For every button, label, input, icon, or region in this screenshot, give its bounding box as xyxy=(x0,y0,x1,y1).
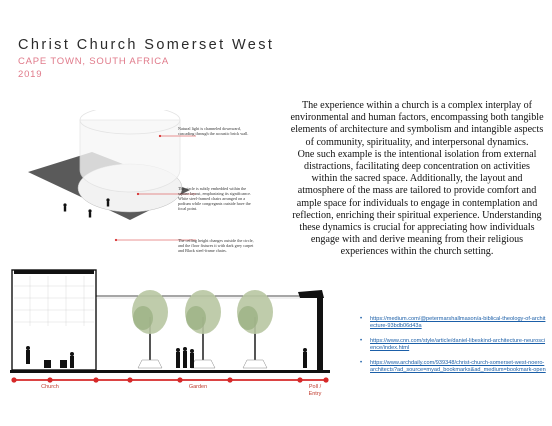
link-item xyxy=(358,360,546,374)
diagram-note-circle: The circle is subtly embedded within the square layout, emphasizing its significance. White steel-framed chairs arranged on a podium while congregants outside have the focal point. xyxy=(178,186,252,211)
description-paragraph-1: The experience within a church is a complex interplay of environmental and human factors, encompassing both tangible elements of architecture and symbolism and intangible aspects of community, spirituality, and interpersonal dynamics. xyxy=(290,100,544,148)
section-label-church: Church xyxy=(41,384,59,390)
bullet-icon: • xyxy=(360,338,363,344)
church-outline xyxy=(12,270,96,370)
cylinder-wall xyxy=(80,120,180,192)
description-text xyxy=(290,100,544,259)
section-label-entry: Poll / Entry xyxy=(308,384,322,397)
link-item xyxy=(358,316,546,330)
link-item xyxy=(358,338,546,352)
section-drawing xyxy=(0,262,345,422)
location-text: CAPE TOWN, SOUTH AFRICA xyxy=(18,56,170,67)
reference-links xyxy=(358,316,546,382)
page-title: Christ Church Somerset West xyxy=(18,37,275,53)
diagram-note-ceiling: The ceiling height changes outside the circle, and the floor fixtures it with dark grey carpet and Black steel-frame chairs. xyxy=(178,238,254,253)
location-subtitle xyxy=(18,56,169,81)
reference-link-cnn[interactable]: https://www.cnn.com/style/article/daniel-libeskind-architecture-neuroscience/index.html xyxy=(370,338,546,351)
year-text: 2019 xyxy=(18,68,43,80)
entry-wall xyxy=(317,296,323,370)
bullet-icon: • xyxy=(360,360,363,366)
garden-trees xyxy=(132,290,273,368)
church-window-grid xyxy=(14,276,94,326)
reference-link-archdaily[interactable]: https://www.archdaily.com/939348/christ-church-somerset-west-noero-architects?ad_source=myad_bookmarks&ad_medium=bookmark-open xyxy=(370,360,546,373)
section-label-garden: Garden xyxy=(188,384,208,390)
zone-axis xyxy=(11,377,328,382)
church-roof xyxy=(14,270,94,274)
description-paragraph-2: One such example is the intentional isolation from external distractions, facilitating deep concentration on activities within the sacred space. Additionally, the layout and atmosphere of the mass are tailored to provide comfort and ample space for individuals to engage in contemplation and reflection, enriching their spiritual experience. Understanding these dynamics is crucial for appreciating how individuals engage with and derive meaning from their religious experiences within the church setting. xyxy=(292,148,542,258)
diagram-note-light: Natural light is channeled downward, cascading through the acoustic brick wall. xyxy=(178,126,249,136)
bullet-icon: • xyxy=(360,316,363,322)
reference-link-medium[interactable]: https://medium.com/@petermarshallmason/a-biblical-theology-of-architecture-93bdb06d43a xyxy=(370,316,546,329)
